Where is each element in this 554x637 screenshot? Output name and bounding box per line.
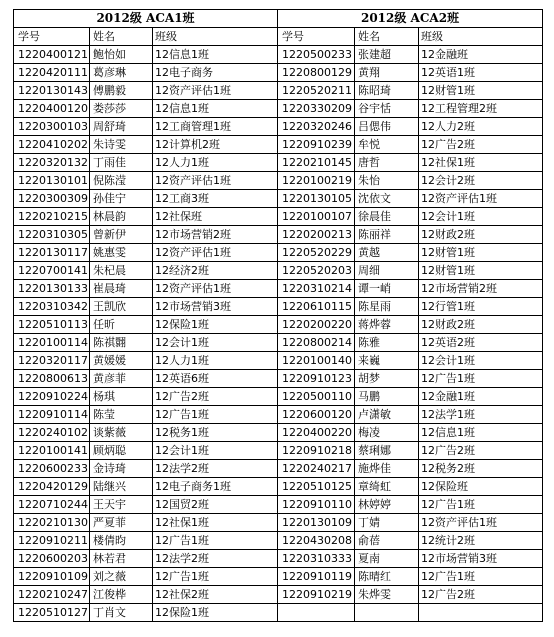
table-row <box>14 532 543 550</box>
class-name-cell: 12广告2班 <box>419 586 543 604</box>
student-name-cell: 陈晴红 <box>355 568 419 586</box>
table-row <box>14 406 543 424</box>
table-row <box>14 154 543 172</box>
student-id-cell: 1220510113 <box>14 316 90 334</box>
student-id-cell: 1220310305 <box>14 226 90 244</box>
student-id-cell: 1220130133 <box>14 280 90 298</box>
student-name-cell: 严夏菲 <box>90 514 153 532</box>
student-id-cell: 1220300103 <box>14 118 90 136</box>
student-id-cell: 1220210145 <box>278 154 355 172</box>
class-name-cell: 12社保班 <box>153 208 278 226</box>
student-id-cell: 1220310333 <box>278 550 355 568</box>
student-name-cell: 施烨佳 <box>355 460 419 478</box>
student-id-cell: 1220320246 <box>278 118 355 136</box>
class-name-cell: 12信息1班 <box>153 100 278 118</box>
student-name-cell: 陆继兴 <box>90 478 153 496</box>
student-id-cell: 1220200213 <box>278 226 355 244</box>
student-id-cell: 1220520229 <box>278 244 355 262</box>
table-row <box>14 136 543 154</box>
table-row <box>14 316 543 334</box>
class-name-cell: 12社保1班 <box>419 154 543 172</box>
class-name-cell: 12广告2班 <box>153 388 278 406</box>
table-row <box>14 334 543 352</box>
student-name-cell: 江俊桦 <box>90 586 153 604</box>
title-row <box>14 10 543 28</box>
student-name-cell: 陈昭琦 <box>355 82 419 100</box>
class-name-cell: 12社保2班 <box>153 586 278 604</box>
class-name-cell: 12市场营销2班 <box>419 280 543 298</box>
student-name-cell: 周舒琦 <box>90 118 153 136</box>
class-name-cell: 12法学2班 <box>153 550 278 568</box>
class-name-cell: 12财管1班 <box>419 244 543 262</box>
table-row <box>14 172 543 190</box>
student-id-cell: 1220410202 <box>14 136 90 154</box>
student-name-cell: 张建超 <box>355 46 419 64</box>
column-header: 姓名 <box>355 28 419 46</box>
class-name-cell <box>419 604 543 622</box>
student-id-cell: 1220910211 <box>14 532 90 550</box>
student-name-cell: 金诗琦 <box>90 460 153 478</box>
student-id-cell: 1220200220 <box>278 316 355 334</box>
table-row <box>14 82 543 100</box>
student-name-cell: 唐哲 <box>355 154 419 172</box>
student-id-cell: 1220300309 <box>14 190 90 208</box>
class-name-cell: 12经济2班 <box>153 262 278 280</box>
student-id-cell: 1220100114 <box>14 334 90 352</box>
table-row <box>14 298 543 316</box>
student-id-cell: 1220600203 <box>14 550 90 568</box>
student-id-cell: 1220430208 <box>278 532 355 550</box>
class-name-cell: 12保险班 <box>419 478 543 496</box>
class-name-cell: 12广告1班 <box>153 406 278 424</box>
student-name-cell: 姚惠雯 <box>90 244 153 262</box>
class-name-cell: 12税务1班 <box>153 424 278 442</box>
class-name-cell: 12金融1班 <box>419 388 543 406</box>
student-name-cell: 章绮虹 <box>355 478 419 496</box>
class-name-cell: 12资产评估1班 <box>419 190 543 208</box>
student-id-cell <box>278 604 355 622</box>
column-header: 学号 <box>278 28 355 46</box>
class-name-cell: 12资产评估1班 <box>419 514 543 532</box>
student-name-cell: 葛彦琳 <box>90 64 153 82</box>
student-id-cell: 1220400120 <box>14 100 90 118</box>
class-name-cell: 12英语1班 <box>419 64 543 82</box>
student-id-cell: 1220510125 <box>278 478 355 496</box>
class-name-cell: 12财政2班 <box>419 316 543 334</box>
class-name-cell: 12税务2班 <box>419 460 543 478</box>
class-name-cell: 12广告2班 <box>419 442 543 460</box>
student-id-cell: 1220710244 <box>14 496 90 514</box>
student-name-cell: 来巍 <box>355 352 419 370</box>
student-id-cell: 1220400121 <box>14 46 90 64</box>
class-name-cell: 12会计1班 <box>419 208 543 226</box>
class-name-cell: 12市场营销2班 <box>153 226 278 244</box>
class-name-cell: 12广告1班 <box>419 370 543 388</box>
student-id-cell: 1220320132 <box>14 154 90 172</box>
student-id-cell: 1220210247 <box>14 586 90 604</box>
student-name-cell: 陈祺翾 <box>90 334 153 352</box>
class-name-cell: 12资产评估1班 <box>153 82 278 100</box>
student-name-cell: 夏南 <box>355 550 419 568</box>
student-id-cell: 1220800129 <box>278 64 355 82</box>
student-id-cell: 1220210130 <box>14 514 90 532</box>
class-name-cell: 12统计2班 <box>419 532 543 550</box>
student-name-cell: 王凯欣 <box>90 298 153 316</box>
class-name-cell: 12人力2班 <box>419 118 543 136</box>
student-id-cell: 1220210215 <box>14 208 90 226</box>
student-id-cell: 1220700141 <box>14 262 90 280</box>
table-row <box>14 370 543 388</box>
class-name-cell: 12保险1班 <box>153 316 278 334</box>
student-name-cell: 鲍怡如 <box>90 46 153 64</box>
column-header: 班级 <box>153 28 278 46</box>
student-id-cell: 1220100141 <box>14 442 90 460</box>
class-name-cell: 12财管1班 <box>419 262 543 280</box>
column-header: 学号 <box>14 28 90 46</box>
class-name-cell: 12广告2班 <box>419 136 543 154</box>
class-name-cell: 12英语2班 <box>419 334 543 352</box>
class-name-cell: 12财政2班 <box>419 226 543 244</box>
table-row <box>14 514 543 532</box>
student-name-cell: 黄彦菲 <box>90 370 153 388</box>
student-id-cell: 1220510127 <box>14 604 90 622</box>
table-row <box>14 442 543 460</box>
student-name-cell: 刘之薇 <box>90 568 153 586</box>
student-name-cell: 黄媛媛 <box>90 352 153 370</box>
class-name-cell: 12电子商务 <box>153 64 278 82</box>
student-name-cell: 朱烨雯 <box>355 586 419 604</box>
student-id-cell: 1220310214 <box>278 280 355 298</box>
student-id-cell: 1220910109 <box>14 568 90 586</box>
class-name-cell: 12财管1班 <box>419 82 543 100</box>
student-id-cell: 1220240217 <box>278 460 355 478</box>
class-name-cell: 12市场营销3班 <box>419 550 543 568</box>
table-row <box>14 388 543 406</box>
class-name-cell: 12英语6班 <box>153 370 278 388</box>
student-name-cell: 俞蓓 <box>355 532 419 550</box>
class-name-cell: 12会计1班 <box>153 442 278 460</box>
table-row <box>14 64 543 82</box>
student-name-cell: 王天宇 <box>90 496 153 514</box>
section-title-aca1: 2012级 ACA1班 <box>14 10 278 28</box>
table-row <box>14 352 543 370</box>
class-name-cell: 12工商3班 <box>153 190 278 208</box>
student-id-cell: 1220130143 <box>14 82 90 100</box>
student-name-cell: 孙佳宁 <box>90 190 153 208</box>
student-name-cell: 朱怡 <box>355 172 419 190</box>
class-name-cell: 12资产评估1班 <box>153 172 278 190</box>
student-name-cell: 曾新伊 <box>90 226 153 244</box>
table-row <box>14 118 543 136</box>
table-row <box>14 568 543 586</box>
student-name-cell: 朱杞晨 <box>90 262 153 280</box>
student-name-cell: 顾炳聪 <box>90 442 153 460</box>
student-id-cell: 1220500233 <box>278 46 355 64</box>
student-name-cell: 楼倩昀 <box>90 532 153 550</box>
student-name-cell: 黄翔 <box>355 64 419 82</box>
table-row <box>14 190 543 208</box>
student-name-cell: 谈紫薇 <box>90 424 153 442</box>
student-id-cell: 1220910123 <box>278 370 355 388</box>
class-name-cell: 12会计1班 <box>419 352 543 370</box>
header-row <box>14 28 543 46</box>
class-name-cell: 12工商管理1班 <box>153 118 278 136</box>
class-name-cell: 12信息1班 <box>419 424 543 442</box>
student-name-cell <box>355 604 419 622</box>
student-id-cell: 1220910114 <box>14 406 90 424</box>
class-name-cell: 12资产评估1班 <box>153 244 278 262</box>
student-id-cell: 1220500110 <box>278 388 355 406</box>
class-name-cell: 12广告1班 <box>153 532 278 550</box>
student-name-cell: 丁肖文 <box>90 604 153 622</box>
student-name-cell: 崔晨琦 <box>90 280 153 298</box>
column-header: 姓名 <box>90 28 153 46</box>
student-id-cell: 1220600120 <box>278 406 355 424</box>
student-name-cell: 沈依文 <box>355 190 419 208</box>
class-name-cell: 12广告1班 <box>153 568 278 586</box>
class-name-cell: 12金融班 <box>419 46 543 64</box>
roster-body <box>14 10 543 622</box>
student-id-cell: 1220800613 <box>14 370 90 388</box>
student-name-cell: 傅鹏毅 <box>90 82 153 100</box>
student-id-cell: 1220520211 <box>278 82 355 100</box>
student-name-cell: 林晨韵 <box>90 208 153 226</box>
class-name-cell: 12广告1班 <box>419 496 543 514</box>
student-name-cell: 陈雅 <box>355 334 419 352</box>
student-id-cell: 1220100219 <box>278 172 355 190</box>
student-name-cell: 丁婧 <box>355 514 419 532</box>
student-name-cell: 卢潇敏 <box>355 406 419 424</box>
student-name-cell: 梅凌 <box>355 424 419 442</box>
class-name-cell: 12工程管理2班 <box>419 100 543 118</box>
student-name-cell: 丁雨佳 <box>90 154 153 172</box>
student-id-cell: 1220600233 <box>14 460 90 478</box>
student-name-cell: 马鹏 <box>355 388 419 406</box>
student-id-cell: 1220130101 <box>14 172 90 190</box>
student-name-cell: 谷宇恬 <box>355 100 419 118</box>
student-id-cell: 1220800214 <box>278 334 355 352</box>
student-name-cell: 吕偲伟 <box>355 118 419 136</box>
student-name-cell: 娄莎莎 <box>90 100 153 118</box>
class-name-cell: 12资产评估1班 <box>153 280 278 298</box>
student-name-cell: 周细 <box>355 262 419 280</box>
student-name-cell: 陈星雨 <box>355 298 419 316</box>
student-name-cell: 徐晨佳 <box>355 208 419 226</box>
class-name-cell: 12保险1班 <box>153 604 278 622</box>
student-roster-table <box>13 9 543 622</box>
class-name-cell: 12电子商务1班 <box>153 478 278 496</box>
table-row <box>14 100 543 118</box>
class-name-cell: 12人力1班 <box>153 154 278 172</box>
student-id-cell: 1220130109 <box>278 514 355 532</box>
student-id-cell: 1220420129 <box>14 478 90 496</box>
student-id-cell: 1220910110 <box>278 496 355 514</box>
student-id-cell: 1220910239 <box>278 136 355 154</box>
student-name-cell: 陈莹 <box>90 406 153 424</box>
student-id-cell: 1220100107 <box>278 208 355 226</box>
student-id-cell: 1220910218 <box>278 442 355 460</box>
class-name-cell: 12行管1班 <box>419 298 543 316</box>
table-row <box>14 244 543 262</box>
student-name-cell: 杨琪 <box>90 388 153 406</box>
table-row <box>14 208 543 226</box>
column-header: 班级 <box>419 28 543 46</box>
student-name-cell: 朱诗雯 <box>90 136 153 154</box>
student-id-cell: 1220400220 <box>278 424 355 442</box>
student-id-cell: 1220330209 <box>278 100 355 118</box>
table-row <box>14 604 543 622</box>
class-name-cell: 12法学2班 <box>153 460 278 478</box>
table-row <box>14 424 543 442</box>
student-id-cell: 1220420111 <box>14 64 90 82</box>
table-row <box>14 262 543 280</box>
table-row <box>14 586 543 604</box>
table-row <box>14 280 543 298</box>
class-name-cell: 12社保1班 <box>153 514 278 532</box>
student-id-cell: 1220310342 <box>14 298 90 316</box>
student-name-cell: 牟悦 <box>355 136 419 154</box>
table-row <box>14 46 543 64</box>
student-name-cell: 谭一峭 <box>355 280 419 298</box>
student-id-cell: 1220520203 <box>278 262 355 280</box>
class-name-cell: 12会计1班 <box>153 334 278 352</box>
class-name-cell: 12会计2班 <box>419 172 543 190</box>
section-title-aca2: 2012级 ACA2班 <box>278 10 543 28</box>
student-name-cell: 蒋烨蓉 <box>355 316 419 334</box>
table-row <box>14 478 543 496</box>
class-name-cell: 12法学1班 <box>419 406 543 424</box>
student-id-cell: 1220240102 <box>14 424 90 442</box>
table-row <box>14 226 543 244</box>
class-name-cell: 12广告1班 <box>419 568 543 586</box>
student-name-cell: 蔡琍娜 <box>355 442 419 460</box>
student-id-cell: 1220320117 <box>14 352 90 370</box>
student-id-cell: 1220910219 <box>278 586 355 604</box>
table-row <box>14 550 543 568</box>
table-row <box>14 460 543 478</box>
student-id-cell: 1220910119 <box>278 568 355 586</box>
class-name-cell: 12人力1班 <box>153 352 278 370</box>
student-name-cell: 林若君 <box>90 550 153 568</box>
class-name-cell: 12市场营销3班 <box>153 298 278 316</box>
class-name-cell: 12国贸2班 <box>153 496 278 514</box>
class-name-cell: 12计算机2班 <box>153 136 278 154</box>
student-id-cell: 1220130117 <box>14 244 90 262</box>
student-name-cell: 胡梦 <box>355 370 419 388</box>
student-name-cell: 陈丽祥 <box>355 226 419 244</box>
student-id-cell: 1220100140 <box>278 352 355 370</box>
table-row <box>14 496 543 514</box>
class-name-cell: 12信息1班 <box>153 46 278 64</box>
student-id-cell: 1220610115 <box>278 298 355 316</box>
student-id-cell: 1220910224 <box>14 388 90 406</box>
student-name-cell: 林婷婷 <box>355 496 419 514</box>
student-id-cell: 1220130105 <box>278 190 355 208</box>
student-name-cell: 倪陈滢 <box>90 172 153 190</box>
student-name-cell: 任昕 <box>90 316 153 334</box>
student-name-cell: 黄越 <box>355 244 419 262</box>
